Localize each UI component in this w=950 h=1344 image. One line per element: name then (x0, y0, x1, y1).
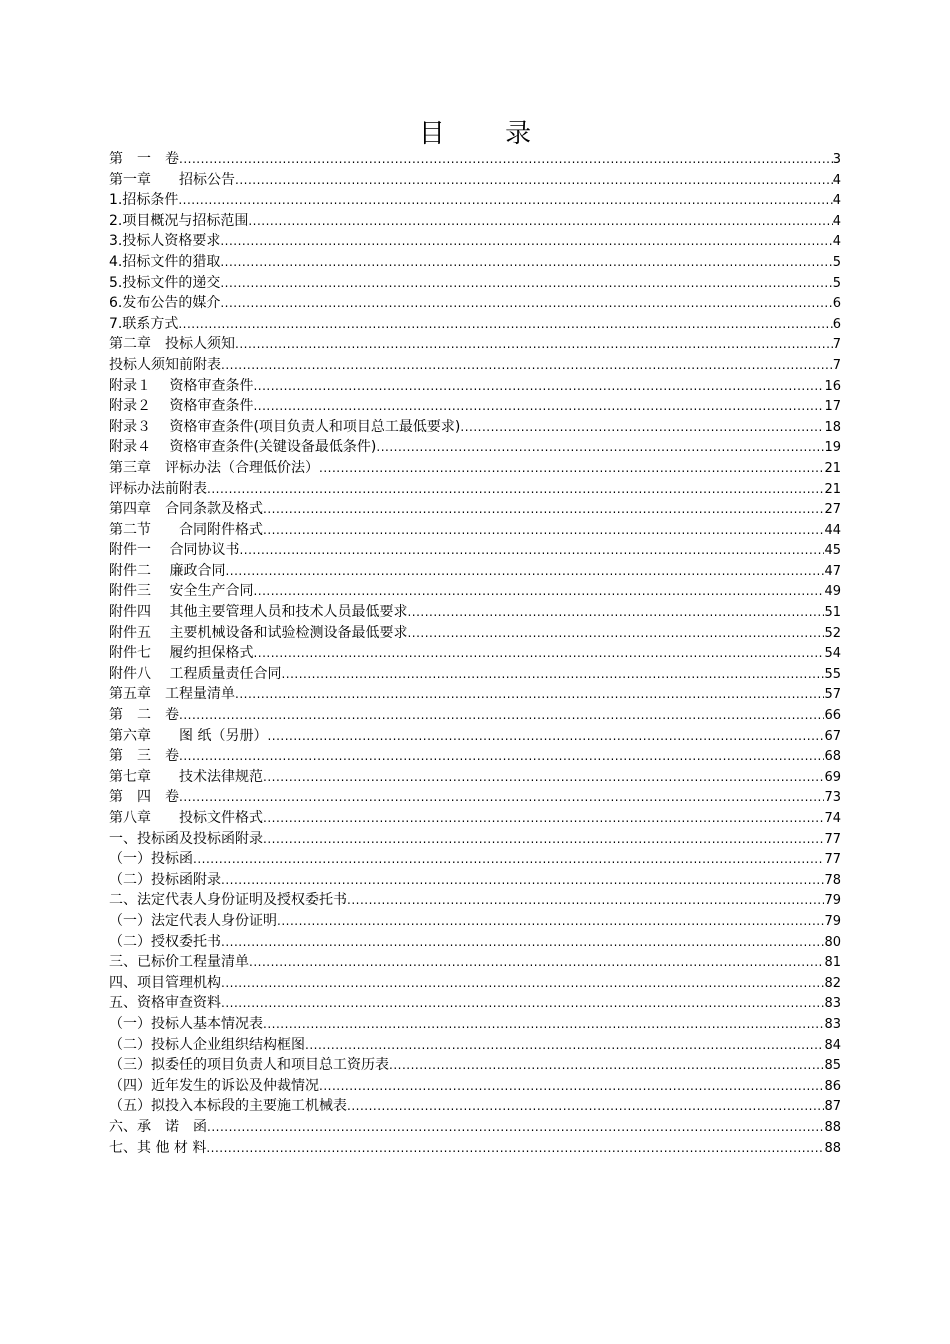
toc-entry[interactable] (109, 808, 841, 829)
toc-entry-page-number: 47 (824, 563, 841, 579)
toc-entry-label: 六、承 诺 函 (109, 1118, 207, 1135)
toc-entry-page-number: 83 (824, 1016, 841, 1032)
toc-dot-leader (179, 149, 833, 170)
toc-entry-label: （一）投标人基本情况表 (109, 1015, 263, 1032)
toc-entry-page-number: 80 (824, 934, 841, 950)
toc-entry-label: 第 三 卷 (109, 748, 179, 765)
toc-entry-label: 3.投标人资格要求 (109, 233, 221, 250)
toc-dot-leader (221, 932, 824, 953)
toc-entry-label: （二）投标人企业组织结构框图 (109, 1036, 305, 1053)
toc-entry-page-number: 7 (832, 357, 841, 373)
toc-dot-leader (221, 993, 824, 1014)
toc-entry-label: 附录４ 资格审查条件(关键设备最低条件) (109, 439, 377, 456)
toc-entry-label: 附件三 安全生产合同 (109, 583, 254, 600)
toc-entry-label: 附件五 主要机械设备和试验检测设备最低要求 (109, 624, 408, 641)
toc-entry-page-number: 55 (824, 666, 841, 682)
toc-entry-label: 四、项目管理机构 (109, 974, 221, 991)
toc-dot-leader (263, 808, 824, 829)
toc-entry-page-number: 5 (832, 275, 841, 291)
toc-entry-label: 附录３ 资格审查条件(项目负责人和项目总工最低要求) (109, 418, 461, 435)
toc-entry-page-number: 6 (832, 296, 841, 312)
toc-entry-page-number: 45 (824, 543, 841, 559)
toc-dot-leader (253, 376, 824, 397)
toc-entry-page-number: 3 (832, 152, 841, 167)
toc-entry-page-number: 68 (824, 749, 841, 765)
toc-entry-label: 一、投标函及投标函附录 (109, 830, 263, 847)
toc-entry-label: 第二节 合同附件格式 (109, 521, 263, 538)
toc-entry[interactable] (109, 561, 841, 582)
toc-entry-page-number: 4 (832, 234, 841, 250)
toc-list (109, 149, 841, 1158)
toc-entry-label: 附件一 合同协议书 (109, 542, 240, 559)
toc-dot-leader (193, 849, 824, 870)
toc-entry[interactable] (109, 602, 841, 623)
toc-entry-page-number: 88 (824, 1140, 841, 1156)
toc-entry-page-number: 74 (824, 811, 841, 826)
toc-entry-page-number: 4 (832, 193, 841, 209)
toc-entry-label: 第三章 评标办法（合理低价法） (109, 459, 319, 476)
toc-entry[interactable] (109, 623, 841, 644)
toc-entry[interactable] (109, 1055, 841, 1076)
toc-entry-page-number: 84 (824, 1037, 841, 1053)
toc-entry[interactable] (109, 211, 841, 232)
toc-entry-page-number: 67 (824, 728, 841, 744)
toc-entry-page-number: 57 (824, 687, 841, 703)
toc-entry[interactable] (109, 1014, 841, 1035)
toc-entry[interactable] (109, 170, 841, 191)
toc-dot-leader (179, 787, 824, 808)
toc-entry[interactable] (109, 870, 841, 891)
toc-dot-leader (267, 726, 824, 747)
toc-entry-label: 第六章 图 纸（另册） (109, 727, 268, 744)
toc-dot-leader (253, 643, 824, 664)
toc-dot-leader (225, 561, 824, 582)
toc-dot-leader (263, 520, 824, 541)
toc-entry-page-number: 54 (824, 646, 841, 662)
toc-dot-leader (389, 1055, 824, 1076)
toc-entry-page-number: 78 (824, 872, 841, 888)
toc-entry-label: （四）近年发生的诉讼及仲裁情况 (109, 1077, 319, 1094)
toc-dot-leader (207, 1117, 824, 1138)
toc-dot-leader (407, 602, 824, 623)
toc-dot-leader (407, 623, 824, 644)
toc-dot-leader (281, 664, 824, 685)
toc-dot-leader (248, 211, 832, 232)
toc-dot-leader (277, 911, 824, 932)
toc-entry-page-number: 18 (824, 419, 841, 435)
toc-entry[interactable] (109, 334, 841, 355)
toc-entry-label: 第 四 卷 (109, 789, 179, 806)
toc-entry-page-number: 88 (824, 1119, 841, 1135)
toc-entry[interactable] (109, 890, 841, 911)
toc-entry-label: 第五章 工程量清单 (109, 686, 235, 703)
toc-entry-page-number: 77 (824, 831, 841, 847)
toc-entry[interactable] (109, 787, 841, 808)
toc-entry[interactable] (109, 1117, 841, 1138)
toc-title: 目 录 (418, 119, 558, 149)
toc-entry[interactable] (109, 479, 841, 500)
toc-entry-label: 五、资格审查资料 (109, 995, 221, 1012)
toc-entry[interactable] (109, 458, 841, 479)
toc-dot-leader (221, 355, 833, 376)
toc-entry[interactable] (109, 829, 841, 850)
toc-entry-label: 第七章 技术法律规范 (109, 768, 263, 785)
toc-entry-page-number: 79 (824, 913, 841, 929)
toc-entry-label: （一）法定代表人身份证明 (109, 912, 277, 929)
toc-entry-label: 5.投标文件的递交 (109, 274, 221, 291)
toc-entry[interactable] (109, 499, 841, 520)
toc-entry[interactable] (109, 190, 841, 211)
toc-entry-label: 第 一 卷 (109, 151, 179, 167)
toc-entry-page-number: 27 (824, 502, 841, 518)
toc-entry[interactable] (109, 705, 841, 726)
toc-entry-label: （三）拟委任的项目负责人和项目总工资历表 (109, 1057, 389, 1074)
toc-entry-label: 附件四 其他主要管理人员和技术人员最低要求 (109, 604, 408, 621)
toc-entry[interactable] (109, 293, 841, 314)
toc-entry-label: 1.招标条件 (109, 192, 179, 209)
toc-entry-page-number: 6 (832, 316, 841, 332)
toc-entry-label: 第一章 招标公告 (109, 171, 235, 188)
toc-entry-page-number: 73 (824, 790, 841, 806)
toc-entry-page-number: 83 (824, 996, 841, 1012)
toc-entry-label: （五）拟投入本标段的主要施工机械表 (109, 1098, 347, 1115)
toc-entry-page-number: 44 (824, 522, 841, 538)
toc-entry-page-number: 87 (824, 1099, 841, 1115)
toc-dot-leader (220, 231, 832, 252)
toc-entry-label: 附录２ 资格审查条件 (109, 398, 254, 415)
toc-entry[interactable] (109, 1035, 841, 1056)
toc-entry-label: （一）投标函 (109, 851, 193, 868)
toc-entry-label: 附件七 履约担保格式 (109, 645, 254, 662)
toc-dot-leader (206, 1138, 824, 1159)
toc-entry[interactable] (109, 376, 841, 397)
toc-dot-leader (347, 1096, 824, 1117)
toc-dot-leader (220, 252, 832, 273)
toc-dot-leader (319, 1076, 824, 1097)
toc-entry-page-number: 4 (832, 213, 841, 229)
toc-entry-label: 附录１ 资格审查条件 (109, 377, 254, 394)
toc-dot-leader (249, 952, 824, 973)
toc-entry-label: 6.发布公告的媒介 (109, 295, 221, 312)
toc-entry-page-number: 85 (824, 1058, 841, 1074)
toc-entry[interactable] (109, 314, 841, 335)
toc-entry[interactable] (109, 767, 841, 788)
toc-dot-leader (460, 417, 824, 438)
toc-dot-leader (179, 705, 824, 726)
toc-entry-page-number: 7 (832, 337, 841, 353)
toc-entry[interactable] (109, 746, 841, 767)
toc-entry-label: 第八章 投标文件格式 (109, 810, 263, 826)
toc-dot-leader (253, 581, 824, 602)
toc-entry-page-number: 21 (824, 460, 841, 476)
toc-entry-label: 4.招标文件的猎取 (109, 253, 221, 270)
toc-entry-page-number: 49 (824, 584, 841, 600)
toc-dot-leader (235, 170, 833, 191)
toc-entry[interactable] (109, 437, 841, 458)
toc-entry-label: 第二章 投标人须知 (109, 336, 235, 353)
toc-entry-label: 三、已标价工程量清单 (109, 954, 249, 971)
toc-dot-leader (207, 479, 824, 500)
toc-entry[interactable] (109, 932, 841, 953)
toc-entry-label: 第四章 合同条款及格式 (109, 501, 263, 518)
toc-entry-label: 附件二 廉政合同 (109, 562, 226, 579)
toc-entry-page-number: 66 (824, 708, 841, 724)
toc-entry-label: 评标办法前附表 (109, 480, 207, 497)
toc-dot-leader (253, 396, 824, 417)
toc-entry-page-number: 52 (824, 625, 841, 641)
toc-entry[interactable] (109, 1096, 841, 1117)
toc-entry-label: 七、其 他 材 料 (109, 1139, 207, 1156)
toc-entry[interactable] (109, 581, 841, 602)
toc-dot-leader (178, 190, 832, 211)
toc-entry-label: （二）授权委托书 (109, 933, 221, 950)
toc-entry-page-number: 21 (824, 481, 841, 497)
toc-entry[interactable] (109, 664, 841, 685)
toc-entry-page-number: 79 (824, 893, 841, 909)
toc-dot-leader (347, 890, 824, 911)
toc-entry[interactable] (109, 273, 841, 294)
toc-entry-page-number: 5 (832, 254, 841, 270)
toc-entry-page-number: 77 (824, 852, 841, 868)
toc-entry-label: 第 二 卷 (109, 707, 179, 724)
toc-entry[interactable] (109, 1138, 841, 1159)
toc-entry-label: 二、法定代表人身份证明及授权委托书 (109, 892, 347, 909)
toc-entry[interactable] (109, 993, 841, 1014)
toc-dot-leader (305, 1035, 824, 1056)
toc-dot-leader (263, 499, 824, 520)
toc-dot-leader (221, 973, 824, 994)
toc-dot-leader (235, 334, 833, 355)
toc-entry[interactable] (109, 952, 841, 973)
toc-entry[interactable] (109, 540, 841, 561)
toc-entry[interactable] (109, 231, 841, 252)
toc-entry[interactable] (109, 911, 841, 932)
toc-entry-page-number: 86 (824, 1078, 841, 1094)
toc-entry[interactable] (109, 973, 841, 994)
toc-dot-leader (376, 437, 824, 458)
toc-entry-page-number: 82 (824, 975, 841, 991)
toc-entry[interactable] (109, 355, 841, 376)
toc-dot-leader (263, 1014, 824, 1035)
toc-dot-leader (263, 829, 824, 850)
toc-entry[interactable] (109, 417, 841, 438)
toc-entry[interactable] (109, 684, 841, 705)
toc-dot-leader (220, 273, 832, 294)
toc-entry-page-number: 51 (824, 605, 841, 621)
toc-entry-page-number: 17 (824, 399, 841, 415)
toc-dot-leader (221, 870, 824, 891)
toc-entry[interactable] (109, 396, 841, 417)
toc-entry-page-number: 81 (824, 955, 841, 971)
toc-entry-label: （二）投标函附录 (109, 871, 221, 888)
toc-entry[interactable] (109, 149, 841, 170)
toc-entry[interactable] (109, 726, 841, 747)
toc-entry-label: 2.项目概况与招标范围 (109, 212, 249, 229)
toc-entry-label: 附件八 工程质量责任合同 (109, 665, 282, 682)
toc-entry-label: 投标人须知前附表 (109, 356, 221, 373)
toc-entry[interactable] (109, 1076, 841, 1097)
toc-entry-page-number: 4 (832, 172, 841, 188)
toc-entry-page-number: 19 (824, 440, 841, 456)
toc-entry-page-number: 16 (824, 378, 841, 394)
toc-dot-leader (263, 767, 824, 788)
toc-dot-leader (178, 314, 832, 335)
toc-entry[interactable] (109, 643, 841, 664)
toc-entry-label: 7.联系方式 (109, 315, 179, 332)
toc-dot-leader (235, 684, 824, 705)
toc-entry[interactable] (109, 520, 841, 541)
toc-dot-leader (179, 746, 824, 767)
toc-entry[interactable] (109, 252, 841, 273)
toc-entry[interactable] (109, 849, 841, 870)
toc-dot-leader (319, 458, 824, 479)
toc-dot-leader (220, 293, 832, 314)
toc-entry-page-number: 69 (824, 769, 841, 785)
toc-dot-leader (239, 540, 824, 561)
